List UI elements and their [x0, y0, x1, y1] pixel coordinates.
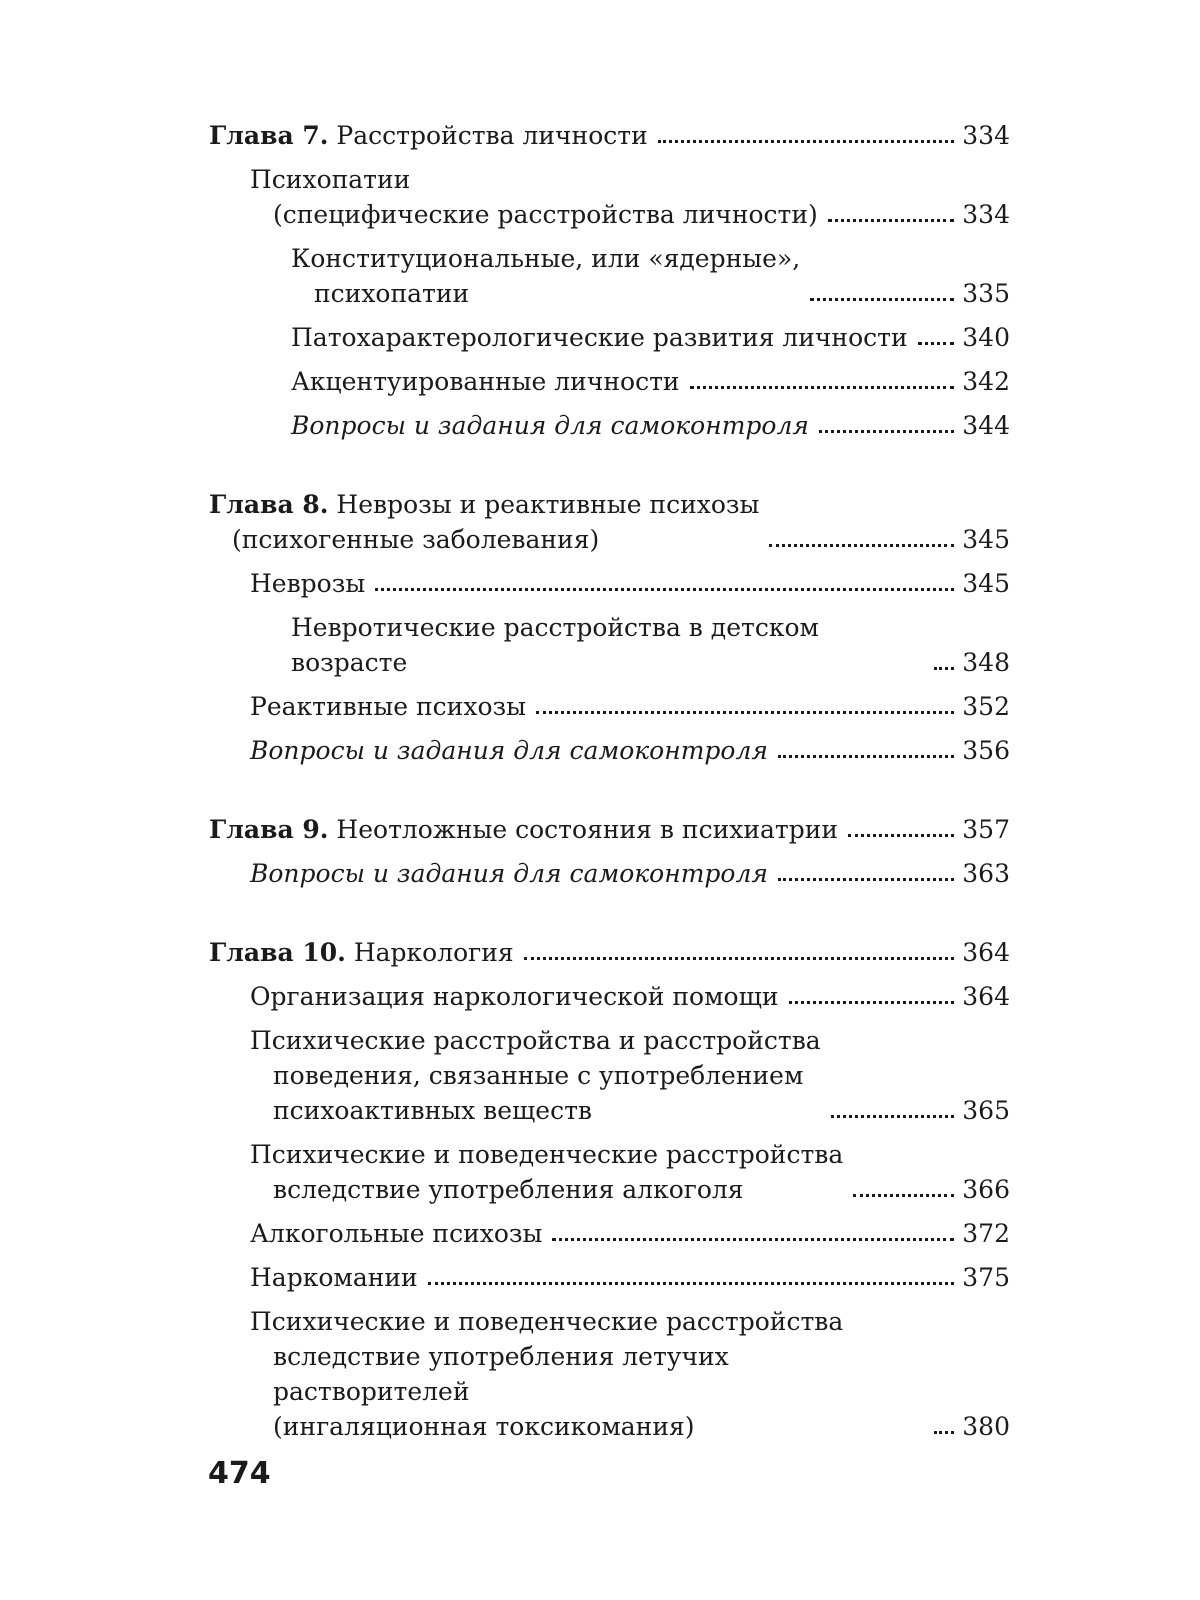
dot-leader [769, 544, 954, 547]
toc-entry-text [250, 1023, 821, 1128]
toc-page-number: 344 [962, 411, 1010, 440]
dot-leader [552, 1238, 954, 1241]
toc-entry-text [209, 935, 514, 970]
toc-chapter-heading [209, 935, 1010, 970]
toc-entry [209, 1023, 1010, 1128]
toc-page-number: 365 [962, 1096, 1010, 1125]
toc-entry-line: Вопросы и задания для самоконтроля [250, 859, 768, 888]
dot-leader [828, 219, 954, 222]
chapter-title-line: Наркология [353, 938, 514, 967]
toc-entry-text [209, 487, 759, 557]
chapter-title-line: Расстройства личности [336, 121, 648, 150]
toc-page-number: 366 [962, 1175, 1010, 1204]
toc-page-number: 372 [962, 1219, 1010, 1248]
dot-leader [831, 1115, 955, 1118]
dot-leader [819, 430, 954, 433]
dot-leader [934, 1431, 954, 1434]
toc-chapter-heading [209, 118, 1010, 153]
toc-page-number: 340 [962, 323, 1010, 352]
toc-entry-line: (специфические расстройства личности) [273, 200, 818, 229]
toc-entry-line: Невротические расстройства в детском возрасте [291, 613, 819, 677]
toc-page-number: 342 [962, 367, 1010, 396]
toc-chapter-heading [209, 812, 1010, 847]
toc-entry-line [209, 522, 759, 557]
toc-entry-text [291, 364, 680, 399]
toc-entry-text [291, 408, 809, 443]
toc-entry-line: поведения, связанные с употреблением [273, 1061, 804, 1090]
toc-entry-text [250, 733, 768, 768]
toc-entry-line: вследствие употребления летучих растворителей [273, 1342, 729, 1406]
chapter-title-line: Неотложные состояния в психиатрии [336, 815, 839, 844]
toc-entry [209, 733, 1010, 768]
dot-leader [524, 957, 955, 960]
toc-entry-line: Акцентуированные личности [291, 367, 680, 396]
dot-leader [934, 667, 954, 670]
toc-entry-line [209, 487, 759, 522]
toc-page-number: 357 [962, 815, 1010, 844]
page-number: 474 [208, 1456, 271, 1491]
dot-leader [778, 755, 954, 758]
toc-entry [209, 162, 1010, 232]
toc-entry-line: Психопатии [250, 165, 411, 194]
dot-leader [789, 1001, 955, 1004]
dot-leader [536, 711, 954, 714]
toc-entry-line: вследствие употребления алкоголя [273, 1175, 744, 1204]
toc-entry-line [209, 935, 514, 970]
toc-entry [209, 979, 1010, 1014]
toc-entry-line: психопатии [314, 279, 470, 308]
toc-entry-line: Организация наркологической помощи [250, 982, 779, 1011]
toc-page-number: 375 [962, 1263, 1010, 1292]
toc-entry-line: Алкогольные психозы [250, 1219, 543, 1248]
toc-entry-line: Наркомании [250, 1263, 418, 1292]
table-of-contents [209, 118, 1010, 1488]
toc-entry-text [209, 812, 838, 847]
toc-page-number: 363 [962, 859, 1010, 888]
toc-entry [209, 1137, 1010, 1207]
toc-entry-text [291, 320, 908, 355]
toc-entry [209, 241, 1010, 311]
toc-page-number: 334 [962, 121, 1010, 150]
chapter-label: Глава 10. [209, 938, 346, 967]
dot-leader [853, 1194, 954, 1197]
dot-leader [778, 878, 954, 881]
toc-page-number: 364 [962, 938, 1010, 967]
toc-entry-text [291, 241, 800, 311]
toc-entry-text [250, 1216, 542, 1251]
toc-chapter [209, 812, 1010, 891]
toc-entry-text [250, 1304, 924, 1444]
chapter-title-line: Неврозы и реактивные психозы [336, 490, 760, 519]
toc-page-number: 334 [962, 200, 1010, 229]
dot-leader [918, 342, 955, 345]
dot-leader [428, 1282, 955, 1285]
chapter-title-line: (психогенные заболевания) [232, 525, 600, 554]
toc-entry-line: психоактивных веществ [273, 1096, 592, 1125]
toc-entry-text [250, 566, 365, 601]
toc-entry-text [250, 979, 779, 1014]
toc-chapter [209, 935, 1010, 1444]
toc-entry-line: Конституциональные, или «ядерные», [291, 244, 801, 273]
toc-entry-line [209, 812, 838, 847]
toc-page-number: 348 [962, 648, 1010, 677]
toc-chapter-heading [209, 487, 1010, 557]
toc-entry [209, 320, 1010, 355]
toc-entry [209, 408, 1010, 443]
toc-entry-line [209, 118, 648, 153]
dot-leader [658, 140, 955, 143]
toc-entry-text [250, 162, 818, 232]
toc-entry-line: Психические расстройства и расстройства [250, 1026, 821, 1055]
toc-entry-line: Психические и поведенческие расстройства [250, 1140, 844, 1169]
toc-entry-line: Психические и поведенческие расстройства [250, 1307, 844, 1336]
toc-page-number: 364 [962, 982, 1010, 1011]
chapter-label: Глава 8. [209, 490, 329, 519]
toc-page-number: 345 [962, 525, 1010, 554]
dot-leader [690, 386, 955, 389]
toc-page-number: 352 [962, 692, 1010, 721]
toc-page-number: 380 [962, 1412, 1010, 1441]
chapter-label: Глава 9. [209, 815, 329, 844]
dot-leader [375, 588, 954, 591]
toc-entry-text [209, 118, 648, 153]
toc-entry-line: Реактивные психозы [250, 692, 527, 721]
toc-page-number: 345 [962, 569, 1010, 598]
toc-entry [209, 1216, 1010, 1251]
toc-entry-text [291, 610, 924, 680]
dot-leader [810, 298, 954, 301]
toc-page-number: 356 [962, 736, 1010, 765]
dot-leader [848, 834, 954, 837]
toc-entry-text [250, 856, 768, 891]
toc-entry-line: Патохарактерологические развития личности [291, 323, 908, 352]
toc-entry [209, 364, 1010, 399]
toc-entry-text [250, 1260, 418, 1295]
toc-entry [209, 1260, 1010, 1295]
toc-entry [209, 610, 1010, 680]
toc-entry-text [250, 689, 526, 724]
toc-entry-line: (ингаляционная токсикомания) [273, 1412, 695, 1441]
toc-chapter [209, 487, 1010, 768]
toc-entry-line: Вопросы и задания для самоконтроля [250, 736, 768, 765]
toc-entry [209, 1304, 1010, 1444]
toc-entry [209, 566, 1010, 601]
toc-entry-text [250, 1137, 843, 1207]
toc-page-number: 335 [962, 279, 1010, 308]
toc-entry [209, 689, 1010, 724]
toc-entry-line: Неврозы [250, 569, 366, 598]
toc-entry [209, 856, 1010, 891]
toc-chapter [209, 118, 1010, 443]
chapter-label: Глава 7. [209, 121, 329, 150]
toc-entry-line: Вопросы и задания для самоконтроля [291, 411, 809, 440]
